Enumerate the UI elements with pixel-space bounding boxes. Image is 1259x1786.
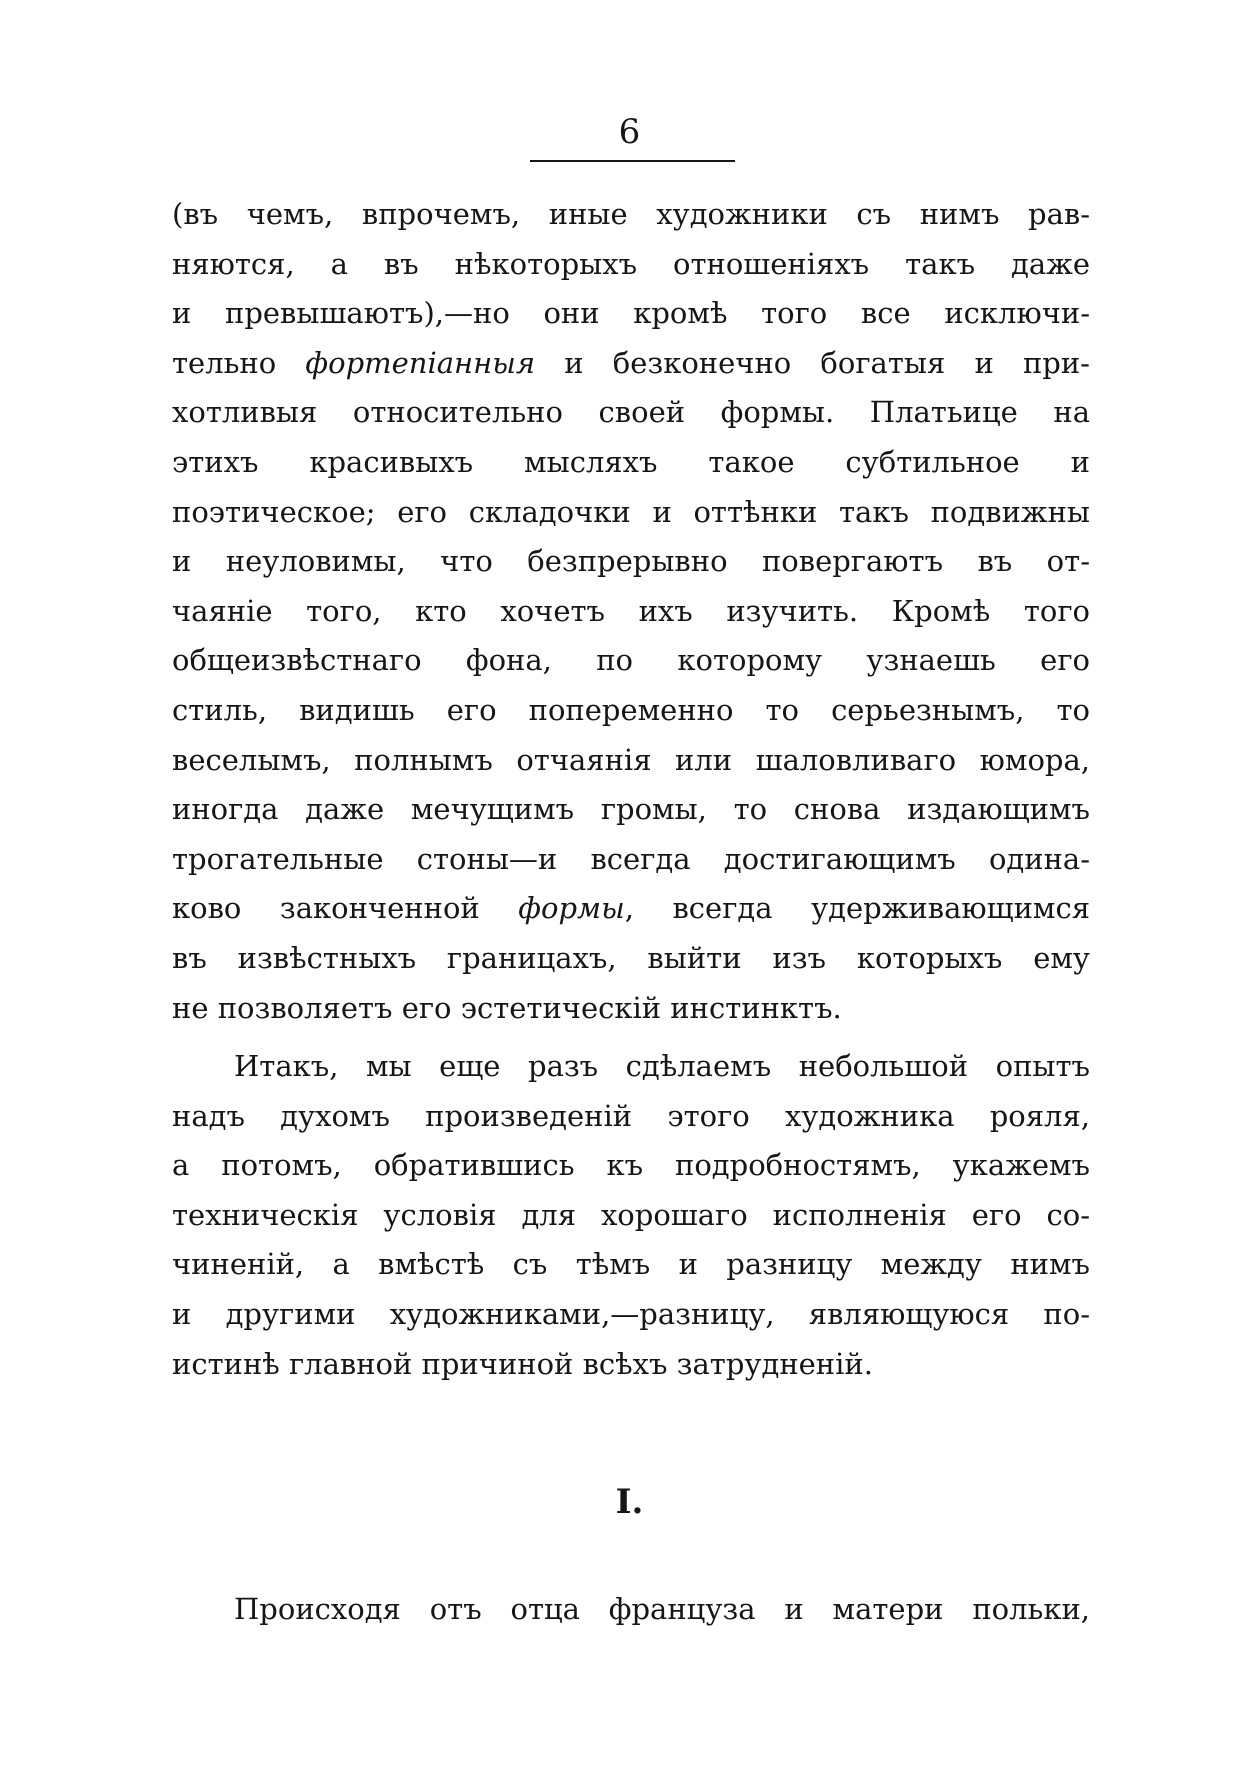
text-line: не позволяетъ его эстетическій инстинктъ. (172, 990, 842, 1025)
text-line: въ извѣстныхъ границахъ, выйти изъ которыхъ ему (172, 940, 1090, 975)
text-line: истинѣ главной причиной всѣхъ затрудненій. (172, 1346, 873, 1381)
paragraph-3 (172, 1585, 1090, 1635)
text-line: и неуловимы, что безпрерывно повергаютъ въ от- (172, 544, 1090, 579)
text-line: хотливыя относительно своей формы. Платьице на (172, 395, 1090, 430)
text-line: надъ духомъ произведеній этого художника рояля, (172, 1098, 1090, 1133)
text-line: и другими художниками,—разницу, являющуюся по- (172, 1296, 1090, 1331)
text-line: а потомъ, обратившись къ подробностямъ, укажемъ (172, 1148, 1090, 1183)
emphasized-term: формы (518, 891, 625, 926)
text-run: тельно (172, 345, 306, 380)
page-number: 6 (618, 112, 641, 152)
section-heading: I. (615, 1482, 644, 1522)
text-line: стиль, видишь его попеременно то серьезнымъ, то (172, 692, 1090, 727)
text-line: чаяніе того, кто хочетъ ихъ изучить. Кромѣ того (172, 593, 1090, 628)
text-line: Итакъ, мы еще разъ сдѣлаемъ небольшой опытъ (234, 1049, 1090, 1083)
text-line: няются, а въ нѣкоторыхъ отношеніяхъ такъ даже (172, 246, 1090, 281)
text-line: веселымъ, полнымъ отчаянія или шаловливаго юмора, (172, 742, 1090, 777)
text-line: трогательные стоны—и всегда достигающимъ одина- (172, 841, 1090, 876)
paragraph-2 (172, 1042, 1090, 1389)
text-line: чиненій, а вмѣстѣ съ тѣмъ и разницу между нимъ (172, 1247, 1090, 1282)
text-run: , всегда удерживающимся (624, 891, 1090, 926)
header-rule (530, 160, 735, 162)
text-line: поэтическое; его складочки и оттѣнки такъ подвижны (172, 494, 1090, 529)
text-line (172, 884, 1090, 934)
text-run: ково законченной (172, 891, 519, 926)
text-line: техническія условія для хорошаго исполненія его со- (172, 1197, 1090, 1232)
emphasized-term: фортепіанныя (305, 345, 536, 380)
text-line: иногда даже мечущимъ громы, то снова издающимъ (172, 792, 1090, 827)
paragraph-1 (172, 190, 1090, 1033)
text-line: (въ чемъ, впрочемъ, иные художники съ нимъ рав- (172, 197, 1090, 231)
text-line: и превышаютъ),—но они кромѣ того все исключи- (172, 296, 1090, 331)
text-line: этихъ красивыхъ мысляхъ такое субтильное и (172, 444, 1090, 479)
text-line: общеизвѣстнаго фона, по которому узнаешь его (172, 643, 1090, 678)
text-line: Происходя отъ отца француза и матери польки, (234, 1592, 1090, 1626)
text-run: и безконечно богатыя и при- (535, 345, 1090, 380)
text-line (172, 339, 1090, 389)
